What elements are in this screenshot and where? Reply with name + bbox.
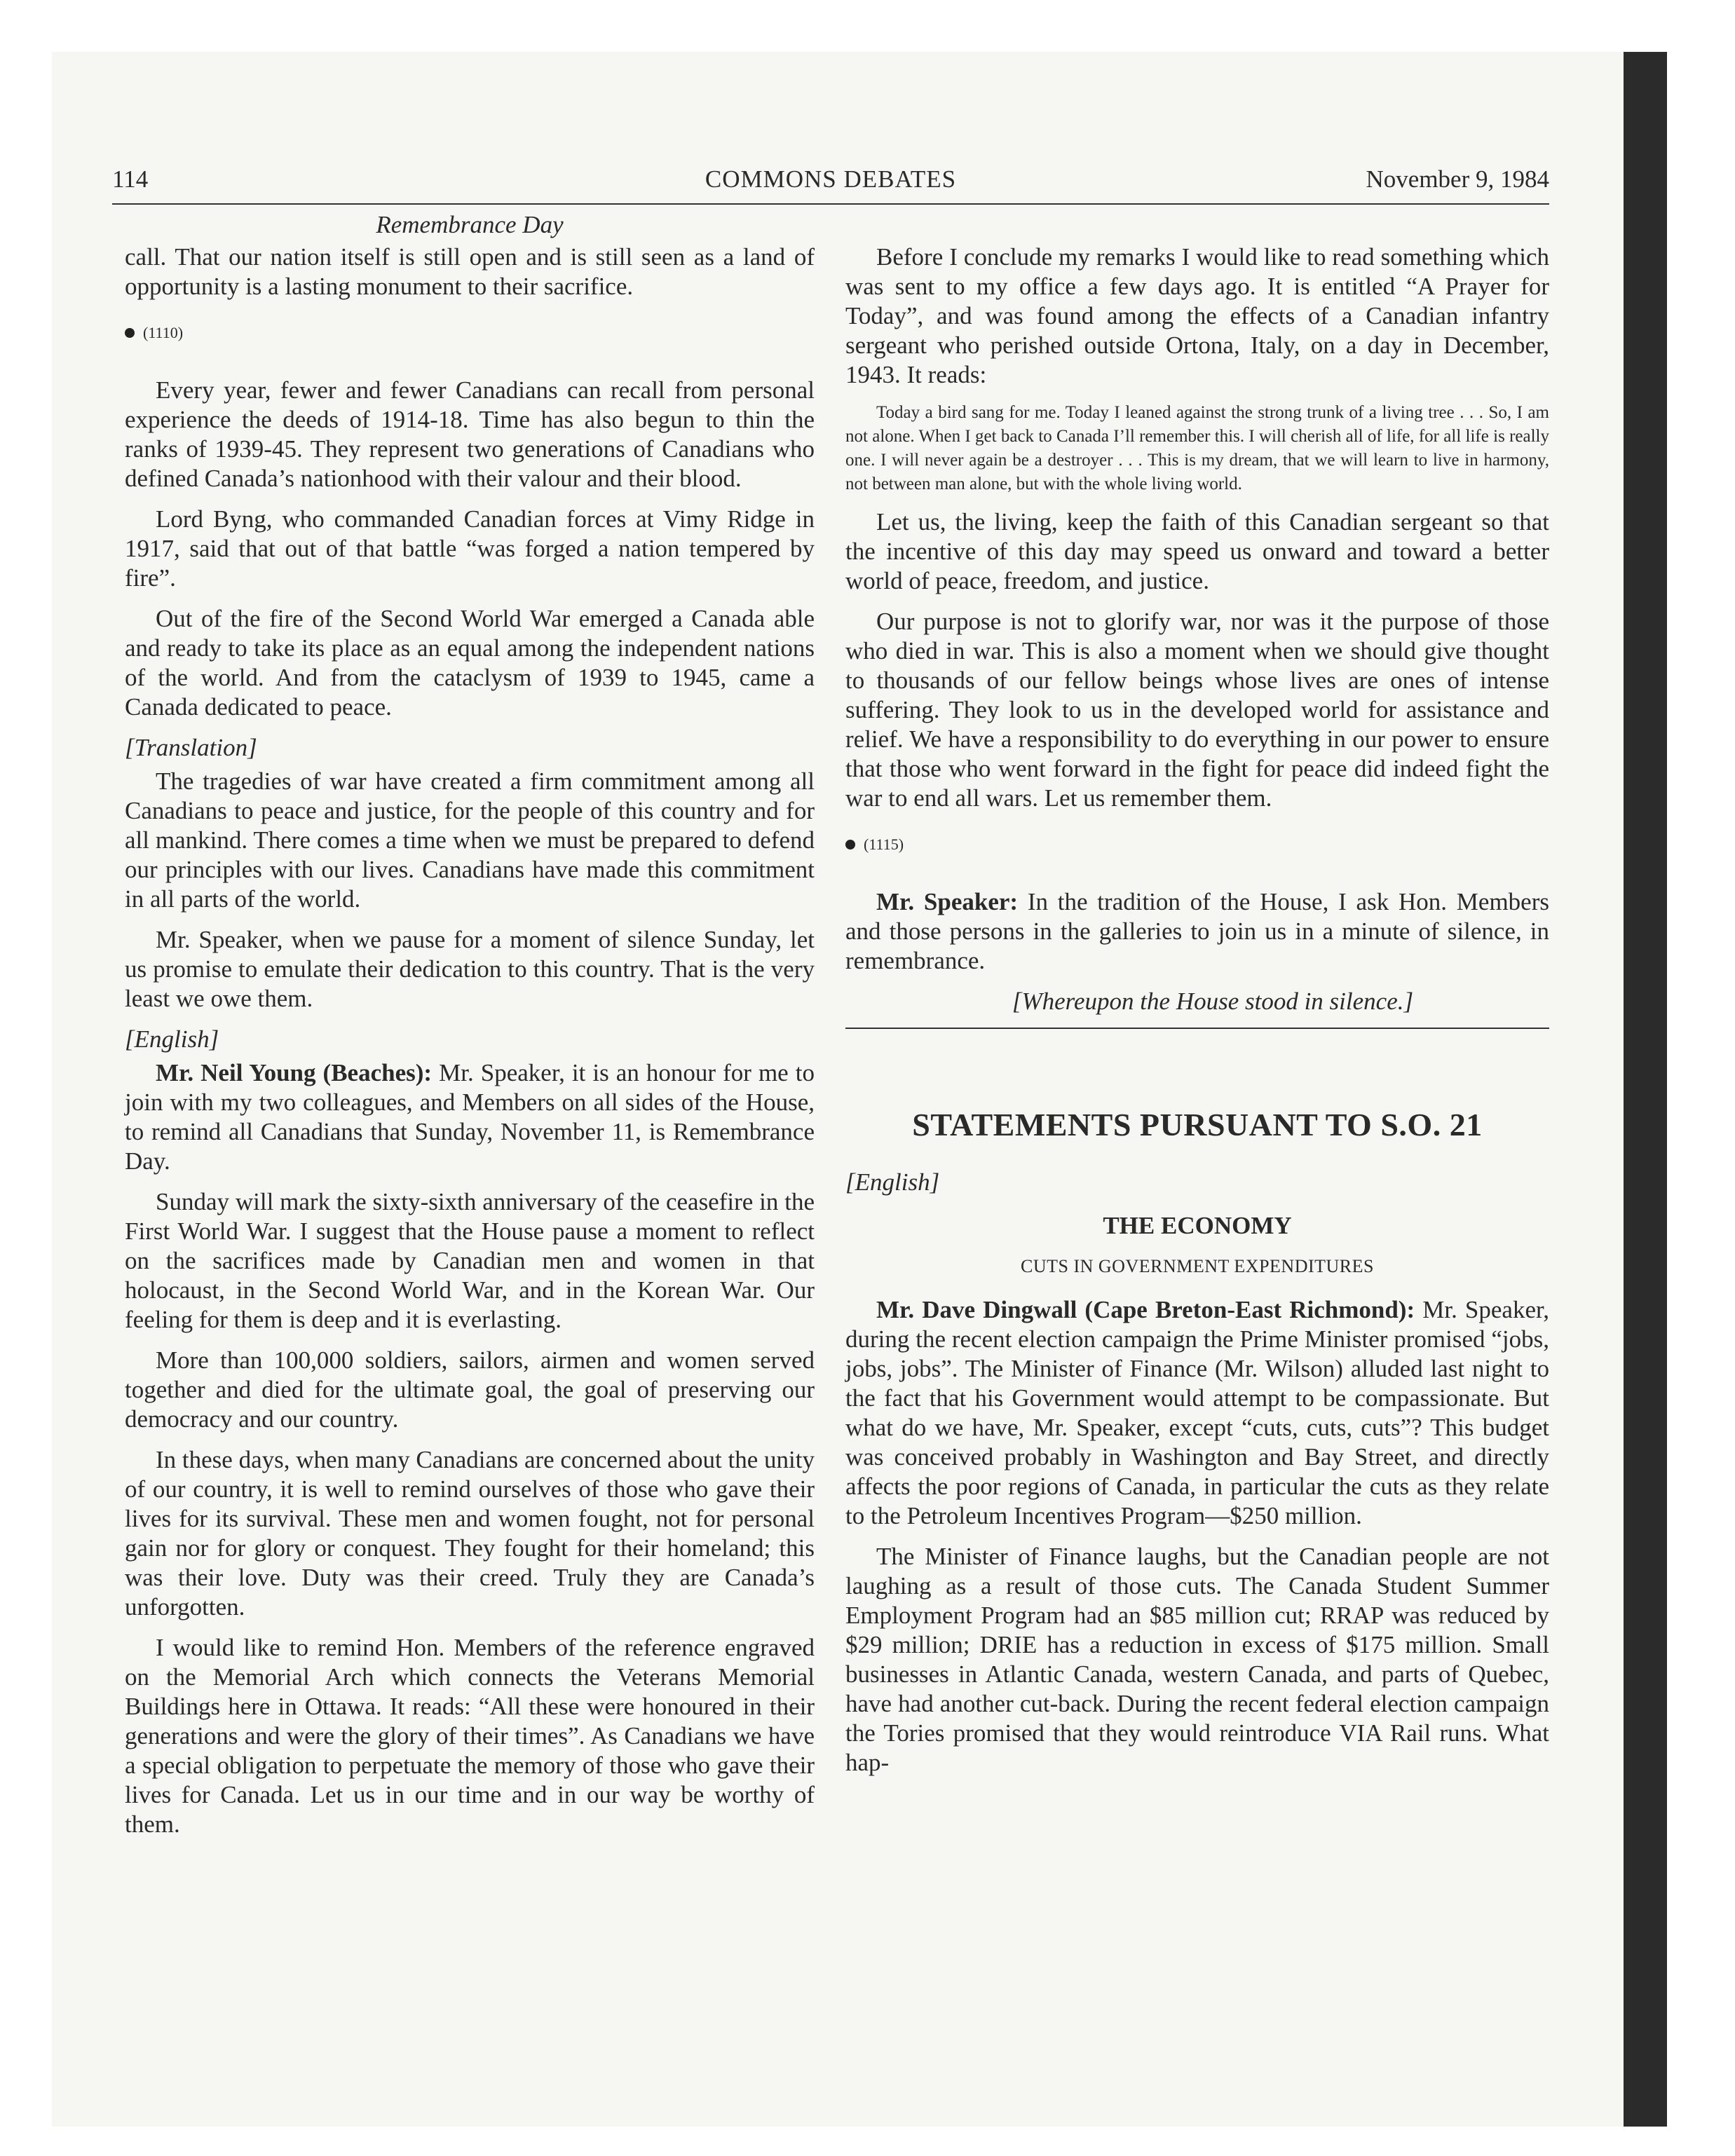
speech-paragraph: [845, 1295, 1549, 1531]
paragraph: More than 100,000 soldiers, sailors, airmen and women served together and died for the ultimate goal, the goal of preserving our democracy and our country.: [125, 1346, 815, 1433]
paragraph: In these days, when many Canadians are concerned about the unity of our country, it is well to remind ourselves of those who gave their lives for its survival. These men and women fought, not for personal gain nor for glory or conquest. They fought for their homeland; this was their love. Duty was their creed. Truly they are Canada’s unforgotten.: [125, 1446, 815, 1621]
page-header: [112, 161, 1549, 205]
speaker-name: Mr. Speaker:: [876, 888, 1019, 915]
speaker-name: Mr. Neil Young (Beaches):: [156, 1059, 433, 1086]
publication-title: COMMONS DEBATES: [705, 165, 957, 193]
language-marker: [English]: [845, 1168, 940, 1196]
paragraph: Out of the fire of the Second World War emerged a Canada able and ready to take its place as an equal among the independent nations of the world. And from the cataclysm of 1939 to 1945, came a Canada dedicated to peace.: [125, 605, 815, 721]
speech-text: Mr. Speaker, it is an honour for me to join with my two colleagues, and Members on all sides of the House, to remind all Canadians that Sunday, November 11, is Remembrance Day.: [125, 1059, 815, 1175]
prayer-quote: Today a bird sang for me. Today I leaned against the strong trunk of a living tree . . . So, I am not alone. When I get back to Canada I’ll remember this. I will cherish all of life, for all life is really one. I will never again be a destroyer . . . This is my dream, that we will learn to live in harmony, not between man alone, but with the whole living world.: [845, 403, 1549, 493]
speaker-name: Mr. Dave Dingwall (Cape Breton-East Richmond):: [876, 1296, 1415, 1323]
paragraph: Our purpose is not to glorify war, nor was it the purpose of those who died in war. This is also a moment when we should give thought to thousands of our fellow beings whose lives are ones of intense suffering. They look to us in the developed world for assistance and relief. We have a responsibility to do everything in our power to ensure that those who went forward in the fight for peace did indeed fight the war to end all wars. Let us remember them.: [845, 608, 1549, 812]
topic-heading: THE ECONOMY: [1103, 1212, 1292, 1239]
bullet-icon: [125, 328, 135, 338]
paragraph: The tragedies of war have created a firm commitment among all Canadians to peace and justice, for the people of this country and for all mankind. There comes a time when we must be prepared to defend our principles with our lives. Canadians have made this commitment in all parts of the world.: [125, 767, 815, 913]
time-marker: [845, 830, 1549, 859]
issue-date: November 9, 1984: [1366, 165, 1549, 193]
speech-paragraph: [125, 1058, 815, 1176]
language-marker: [English]: [125, 1025, 219, 1053]
paragraph: The Minister of Finance laughs, but the Canadian people are not laughing as a result of those cuts. The Canada Student Summer Employment Program had an $85 million cut; RRAP was reduced by $29 million; DRIE has a reduction in excess of $175 million. Small businesses in Atlantic Canada, western Canada, and parts of Quebec, have had another cut-back. During the recent federal election campaign the Tories promised that they would reintroduce VIA Rail runs. What hap-: [845, 1543, 1549, 1776]
paragraph: call. That our nation itself is still open and is still seen as a land of opportunity is a lasting monument to their sacrifice.: [125, 243, 815, 300]
time-stamp: (1115): [864, 835, 904, 853]
time-stamp: (1110): [143, 324, 184, 341]
language-marker: [Translation]: [125, 734, 257, 761]
speech-text: Mr. Speaker, during the recent election campaign the Prime Minister promised “jobs, jobs, jobs”. The Minister of Finance (Mr. Wilson) alluded last night to the fact that his Government would attempt to be compassionate. But what do we have, Mr. Speaker, except “cuts, cuts, cuts”? This budget was conceived probably in Washington and Bay Street, and directly affects the poor regions of Canada, in particular the cuts as they relate to the Petroleum Incentives Program—$250 million.: [845, 1296, 1549, 1529]
speech-paragraph: [845, 887, 1549, 976]
paragraph: Every year, fewer and fewer Canadians can recall from personal experience the deeds of 1914-18. Time has also begun to thin the ranks of 1939-45. They represent two generations of Canadians who defined Canada’s nationhood with their valour and their blood.: [125, 376, 815, 492]
stage-direction: [Whereupon the House stood in silence.]: [1012, 988, 1414, 1015]
bullet-icon: [845, 840, 855, 850]
left-column: [125, 210, 815, 1850]
section-heading: STATEMENTS PURSUANT TO S.O. 21: [912, 1107, 1483, 1142]
paragraph: Let us, the living, keep the faith of this Canadian sergeant so that the incentive of this day may speed us onward and toward a better world of peace, freedom, and justice.: [845, 508, 1549, 594]
scan-edge: [1624, 52, 1667, 2127]
page-number: 114: [112, 165, 149, 193]
right-column: [845, 210, 1549, 1789]
subtopic-heading: CUTS IN GOVERNMENT EXPENDITURES: [1021, 1256, 1374, 1276]
speech-text: In the tradition of the House, I ask Hon. Members and those persons in the galleries to join us in a minute of silence, in remembrance.: [845, 888, 1549, 974]
paragraph: Mr. Speaker, when we pause for a moment of silence Sunday, let us promise to emulate their dedication to this country. That is the very least we owe them.: [125, 926, 815, 1012]
paragraph: I would like to remind Hon. Members of the reference engraved on the Memorial Arch which connects the Veterans Memorial Buildings here in Ottawa. It reads: “All these were honoured in their generations and were the glory of their times”. As Canadians we have a special obligation to perpetuate the memory of those who gave their lives for Canada. Let us in our time and in our way be worthy of them.: [125, 1634, 815, 1838]
time-marker: [125, 318, 815, 348]
running-head: Remembrance Day: [376, 211, 564, 238]
paragraph: Before I conclude my remarks I would like to read something which was sent to my office a few days ago. It is entitled “A Prayer for Today”, and was found among the effects of a Canadian infantry sergeant who perished outside Ortona, Italy, on a day in December, 1943. It reads:: [845, 243, 1549, 388]
paragraph: Lord Byng, who commanded Canadian forces at Vimy Ridge in 1917, said that out of that battle “was forged a nation tempered by fire”.: [125, 505, 815, 592]
paragraph: Sunday will mark the sixty-sixth anniversary of the ceasefire in the First World War. I suggest that the House pause a moment to reflect on the sacrifices made by Canadian men and women in that holocaust, in the Second World War, and in the Korean War. Our feeling for them is deep and it is everlasting.: [125, 1188, 815, 1333]
section-divider: [845, 1028, 1549, 1029]
